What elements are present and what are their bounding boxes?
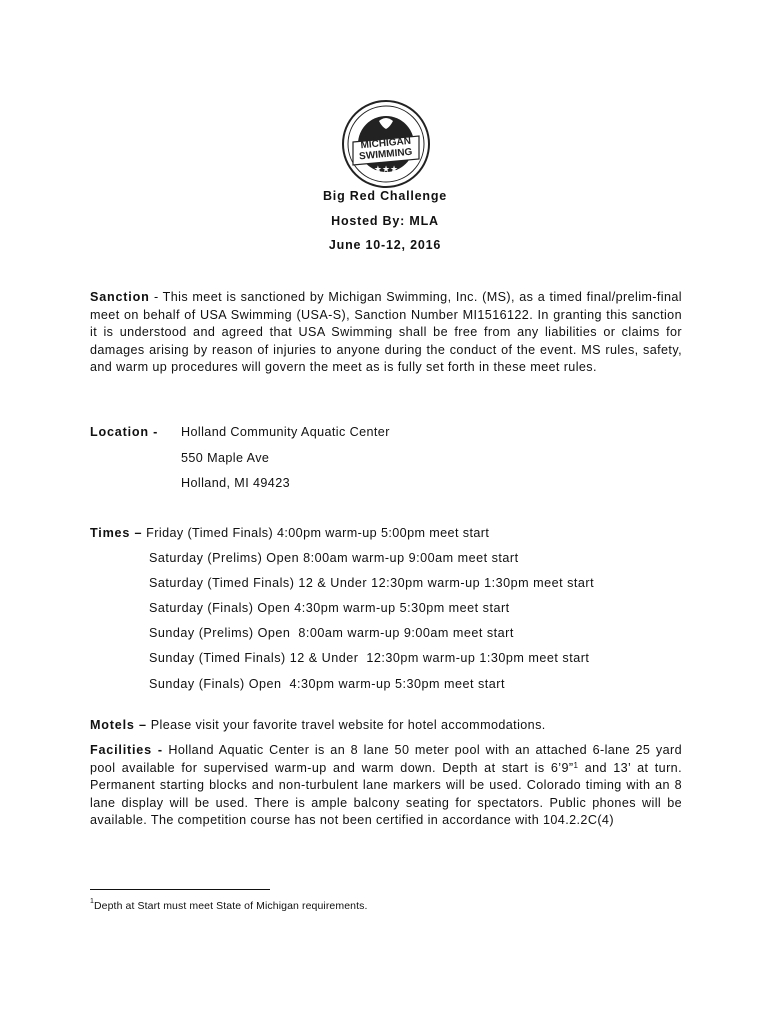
meet-host: Hosted By: MLA bbox=[331, 214, 439, 228]
sanction-label: Sanction bbox=[90, 290, 150, 304]
facilities-text-a: Holland Aquatic Center is an 8 lane 50 meter pool with an attached 6-lane 25 yard pool available for supervised warm-up and warm down. Depth at start is 6’9” bbox=[90, 743, 682, 775]
times-first-line bbox=[90, 526, 489, 540]
time-line: Saturday (Timed Finals) 12 & Under 12:30pm warm-up 1:30pm meet start bbox=[149, 576, 595, 590]
sanction-paragraph bbox=[90, 289, 682, 377]
meet-title: Big Red Challenge bbox=[322, 189, 448, 203]
motels-text: Please visit your favorite travel website for hotel accommodations. bbox=[146, 718, 546, 732]
footnote-divider bbox=[90, 889, 270, 890]
footnote bbox=[90, 900, 367, 912]
time-line: Saturday (Finals) Open 4:30pm warm-up 5:30pm meet start bbox=[149, 601, 510, 615]
time-line: Saturday (Prelims) Open 8:00am warm-up 9:00am meet start bbox=[149, 551, 519, 565]
logo-line2: SWIMMING bbox=[358, 146, 413, 163]
svg-text:★★★: ★★★ bbox=[373, 164, 399, 174]
location-venue: Holland Community Aquatic Center bbox=[181, 425, 390, 439]
logo-line1: MICHIGAN bbox=[360, 135, 412, 152]
sanction-text: - This meet is sanctioned by Michigan Swimming, Inc. (MS), as a timed final/prelim-final meet on behalf of USA Swimming (USA-S), Sanction Number MI1516122. In granting this sanction it is understood and agreed that USA Swimming shall be free from any liabilities or claims for damages arising by reason of injuries to anyone during the conduct of the event. MS rules, safety, and warm up procedures will govern the meet as is fully set forth in these meet rules. bbox=[90, 290, 682, 375]
facilities-paragraph bbox=[90, 742, 682, 830]
meet-dates: June 10-12, 2016 bbox=[328, 238, 442, 252]
motels-label: Motels – bbox=[90, 718, 147, 732]
times-friday: Friday (Timed Finals) 4:00pm warm-up 5:00pm meet start bbox=[142, 526, 490, 540]
time-line: Sunday (Finals) Open 4:30pm warm-up 5:30pm meet start bbox=[149, 677, 505, 691]
facilities-text-b: and 13’ at turn. Permanent starting blocks and non-turbulent lane markers will be used. Colorado timing with an 8 lane display will be used. There is ample balcony seating for spectators. Public phones will be available. The competition course has not been certified in accordance with 104.2.2C(4) bbox=[90, 760, 682, 828]
location-label: Location - bbox=[90, 425, 159, 439]
location-street: 550 Maple Ave bbox=[181, 451, 270, 465]
michigan-swimming-logo bbox=[341, 99, 431, 189]
footnote-mark: 1 bbox=[90, 898, 94, 905]
facilities-label: Facilities - bbox=[90, 743, 163, 757]
footnote-ref: 1 bbox=[573, 760, 579, 770]
time-line: Sunday (Timed Finals) 12 & Under 12:30pm warm-up 1:30pm meet start bbox=[149, 651, 590, 665]
location-city: Holland, MI 49423 bbox=[181, 476, 291, 490]
motels-paragraph bbox=[90, 717, 682, 735]
times-label: Times – bbox=[90, 526, 143, 540]
time-line: Sunday (Prelims) Open 8:00am warm-up 9:00am meet start bbox=[149, 626, 514, 640]
footnote-text: Depth at Start must meet State of Michigan requirements. bbox=[94, 900, 368, 912]
